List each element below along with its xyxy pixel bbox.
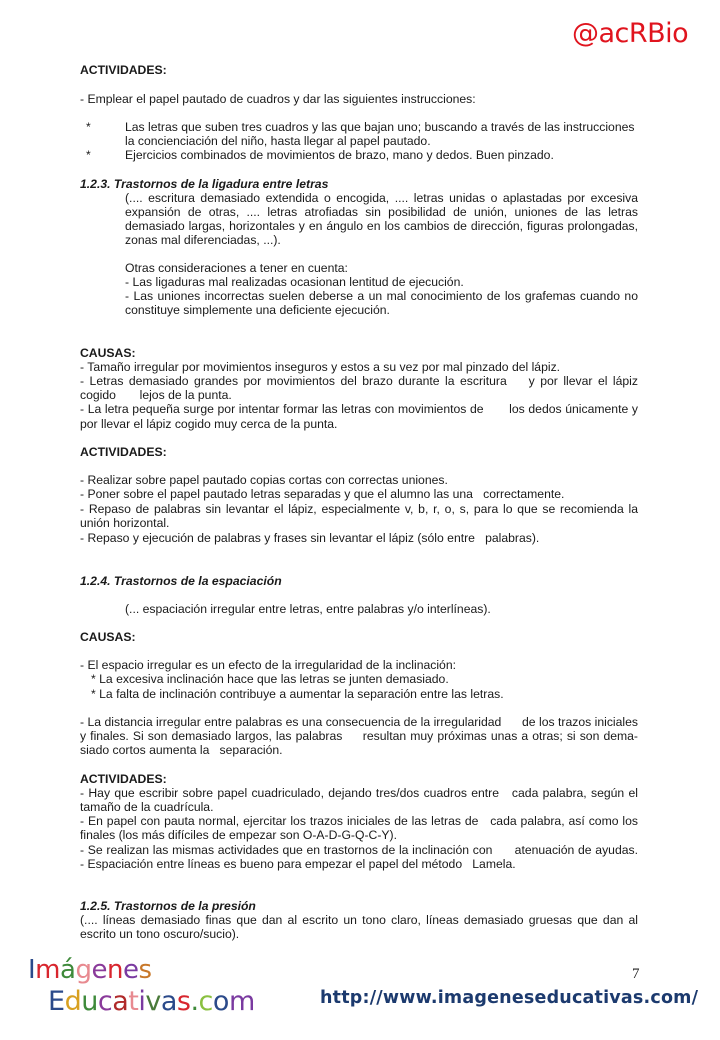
- logo-letter: n: [106, 955, 123, 985]
- logo-letter: s: [176, 986, 191, 1017]
- paragraph-line: por llevar el lápiz cogido muy cerca de la punta.: [80, 417, 338, 431]
- paragraph-line: - Las ligaduras mal realizadas ocasionan lentitud de ejecución.: [125, 275, 464, 289]
- logo-letter: m: [35, 955, 60, 985]
- logo-letter: I: [28, 955, 36, 985]
- paragraph-line: tamaño de la cuadrícula.: [80, 800, 214, 814]
- logo-letter: E: [48, 986, 65, 1017]
- paragraph-line: - En papel con pauta normal, ejercitar los trazos iniciales de las letras de cada palabra, así como los: [80, 814, 638, 828]
- section-heading-1-2-5: 1.2.5. Trastornos de la presión: [80, 899, 256, 913]
- logo-letter: d: [64, 986, 82, 1017]
- logo-letter: u: [81, 986, 98, 1017]
- paragraph-line: - Repaso de palabras sin levantar el lápiz, especialmente v, b, r, o, s, para lo que se recomienda la: [80, 502, 638, 516]
- paragraph-line: * La falta de inclinación contribuye a aumentar la separación entre las letras.: [91, 687, 504, 701]
- logo-line-imagenes: [28, 955, 255, 985]
- author-watermark: @acRBio: [572, 18, 689, 49]
- logo-letter: g: [75, 955, 92, 985]
- logo-letter: á: [60, 955, 76, 985]
- paragraph-line: finales (los más difíciles de empezar son O-A-D-G-Q-C-Y).: [80, 828, 397, 842]
- paragraph-line: (.... escritura demasiado extendida o encogida, .... letras unidas o aplastadas por excesiva: [125, 191, 638, 205]
- paragraph-line: siado cortos aumenta la separación.: [80, 743, 283, 757]
- bullet-text: Ejercicios combinados de movimientos de brazo, mano y dedos. Buen pinzado.: [125, 148, 554, 162]
- section-heading-causas: CAUSAS:: [80, 630, 136, 644]
- paragraph-line: - Letras demasiado grandes por movimientos del brazo durante la escritura y por llevar el lápiz: [80, 374, 638, 388]
- logo-letter: i: [138, 986, 146, 1017]
- logo-letter: e: [91, 955, 107, 985]
- logo-letter: e: [122, 955, 139, 985]
- paragraph-line: - Repaso y ejecución de palabras y frases sin levantar el lápiz (sólo entre palabras).: [80, 531, 540, 545]
- paragraph-line: demasiado largas, horizontales y en ángulo en los cambios de dirección, figuras prolongadas,: [125, 219, 638, 233]
- paragraph-line: (.... líneas demasiado finas que dan al escrito un tono claro, líneas demasiado gruesas que dan al: [80, 913, 638, 927]
- site-logo: [28, 955, 255, 1019]
- paragraph-line: escrito un tono oscuro/sucio).: [80, 927, 240, 941]
- section-heading-1-2-3: 1.2.3. Trastornos de la ligadura entre letras: [80, 177, 329, 191]
- paragraph-line: - Tamaño irregular por movimientos inseguros y estos a su vez por mal pinzado del lápiz.: [80, 360, 561, 374]
- paragraph-line: expansión de otras, .... letras atrofiadas sin posibilidad de unión, uniones de las letras: [125, 205, 638, 219]
- section-heading-actividades: ACTIVIDADES:: [80, 445, 167, 459]
- paragraph-line: - Poner sobre el papel pautado letras separadas y que el alumno las una correctamente.: [80, 487, 565, 501]
- site-url-link[interactable]: http://www.imageneseducativas.com/: [320, 988, 699, 1008]
- logo-letter: a: [112, 986, 129, 1017]
- paragraph-line: - Las uniones incorrectas suelen deberse a un mal conocimiento de los grafemas cuando no: [125, 289, 638, 303]
- logo-letter: .: [190, 986, 199, 1017]
- logo-line-educativas: [28, 985, 255, 1019]
- paragraph-line: - Hay que escribir sobre papel cuadriculado, dejando tres/dos cuadros entre cada palabra, según el: [80, 786, 638, 800]
- paragraph-line: - La letra pequeña surge por intentar formar las letras con movimientos de los dedos únicamente y: [80, 402, 638, 416]
- paragraph-line: cogido lejos de la punta.: [80, 388, 232, 402]
- paragraph-line: - Realizar sobre papel pautado copias cortas con correctas uniones.: [80, 473, 448, 487]
- section-heading-actividades: ACTIVIDADES:: [80, 772, 167, 786]
- bullet-marker: *: [86, 148, 91, 162]
- paragraph-line: - Espaciación entre líneas es bueno para empezar el papel del método Lamela.: [80, 857, 516, 871]
- page-number: 7: [632, 966, 640, 982]
- section-heading-actividades: ACTIVIDADES:: [80, 63, 167, 77]
- logo-letter: o: [212, 986, 229, 1017]
- section-heading-causas: CAUSAS:: [80, 346, 136, 360]
- section-heading-1-2-4: 1.2.4. Trastornos de la espaciación: [80, 574, 282, 588]
- paragraph-line: Otras consideraciones a tener en cuenta:: [125, 261, 348, 275]
- paragraph-line: zonas mal diferenciadas, ...).: [125, 233, 281, 247]
- paragraph-line: (... espaciación irregular entre letras, entre palabras y/o interlíneas).: [125, 602, 491, 616]
- bullet-marker: *: [86, 120, 91, 134]
- bullet-text: la concienciación del niño, hasta llegar al papel pautado.: [125, 134, 431, 148]
- paragraph-line: y finales. Si son demasiado largos, las palabras resultan muy próximas unas a otras; si son dema-: [80, 729, 638, 743]
- paragraph-line: - Emplear el papel pautado de cuadros y dar las siguientes instrucciones:: [80, 92, 476, 106]
- logo-letter: c: [198, 986, 213, 1017]
- paragraph-line: constituye simplemente una deficiente ejecución.: [125, 303, 390, 317]
- bullet-text: Las letras que suben tres cuadros y las que bajan uno; buscando a través de las instrucciones: [125, 120, 635, 134]
- logo-letter: t: [128, 986, 139, 1017]
- paragraph-line: unión horizontal.: [80, 516, 170, 530]
- logo-letter: a: [160, 986, 177, 1017]
- paragraph-line: - La distancia irregular entre palabras es una consecuencia de la irregularidad de los trazos iniciales: [80, 715, 638, 729]
- logo-letter: v: [145, 986, 161, 1017]
- logo-letter: s: [138, 955, 152, 985]
- paragraph-line: - Se realizan las mismas actividades que en trastornos de la inclinación con atenuación de ayudas.: [80, 843, 638, 857]
- logo-letter: m: [228, 986, 255, 1017]
- logo-letter: c: [97, 986, 113, 1017]
- paragraph-line: - El espacio irregular es un efecto de la irregularidad de la inclinación:: [80, 658, 456, 672]
- paragraph-line: * La excesiva inclinación hace que las letras se junten demasiado.: [91, 672, 449, 686]
